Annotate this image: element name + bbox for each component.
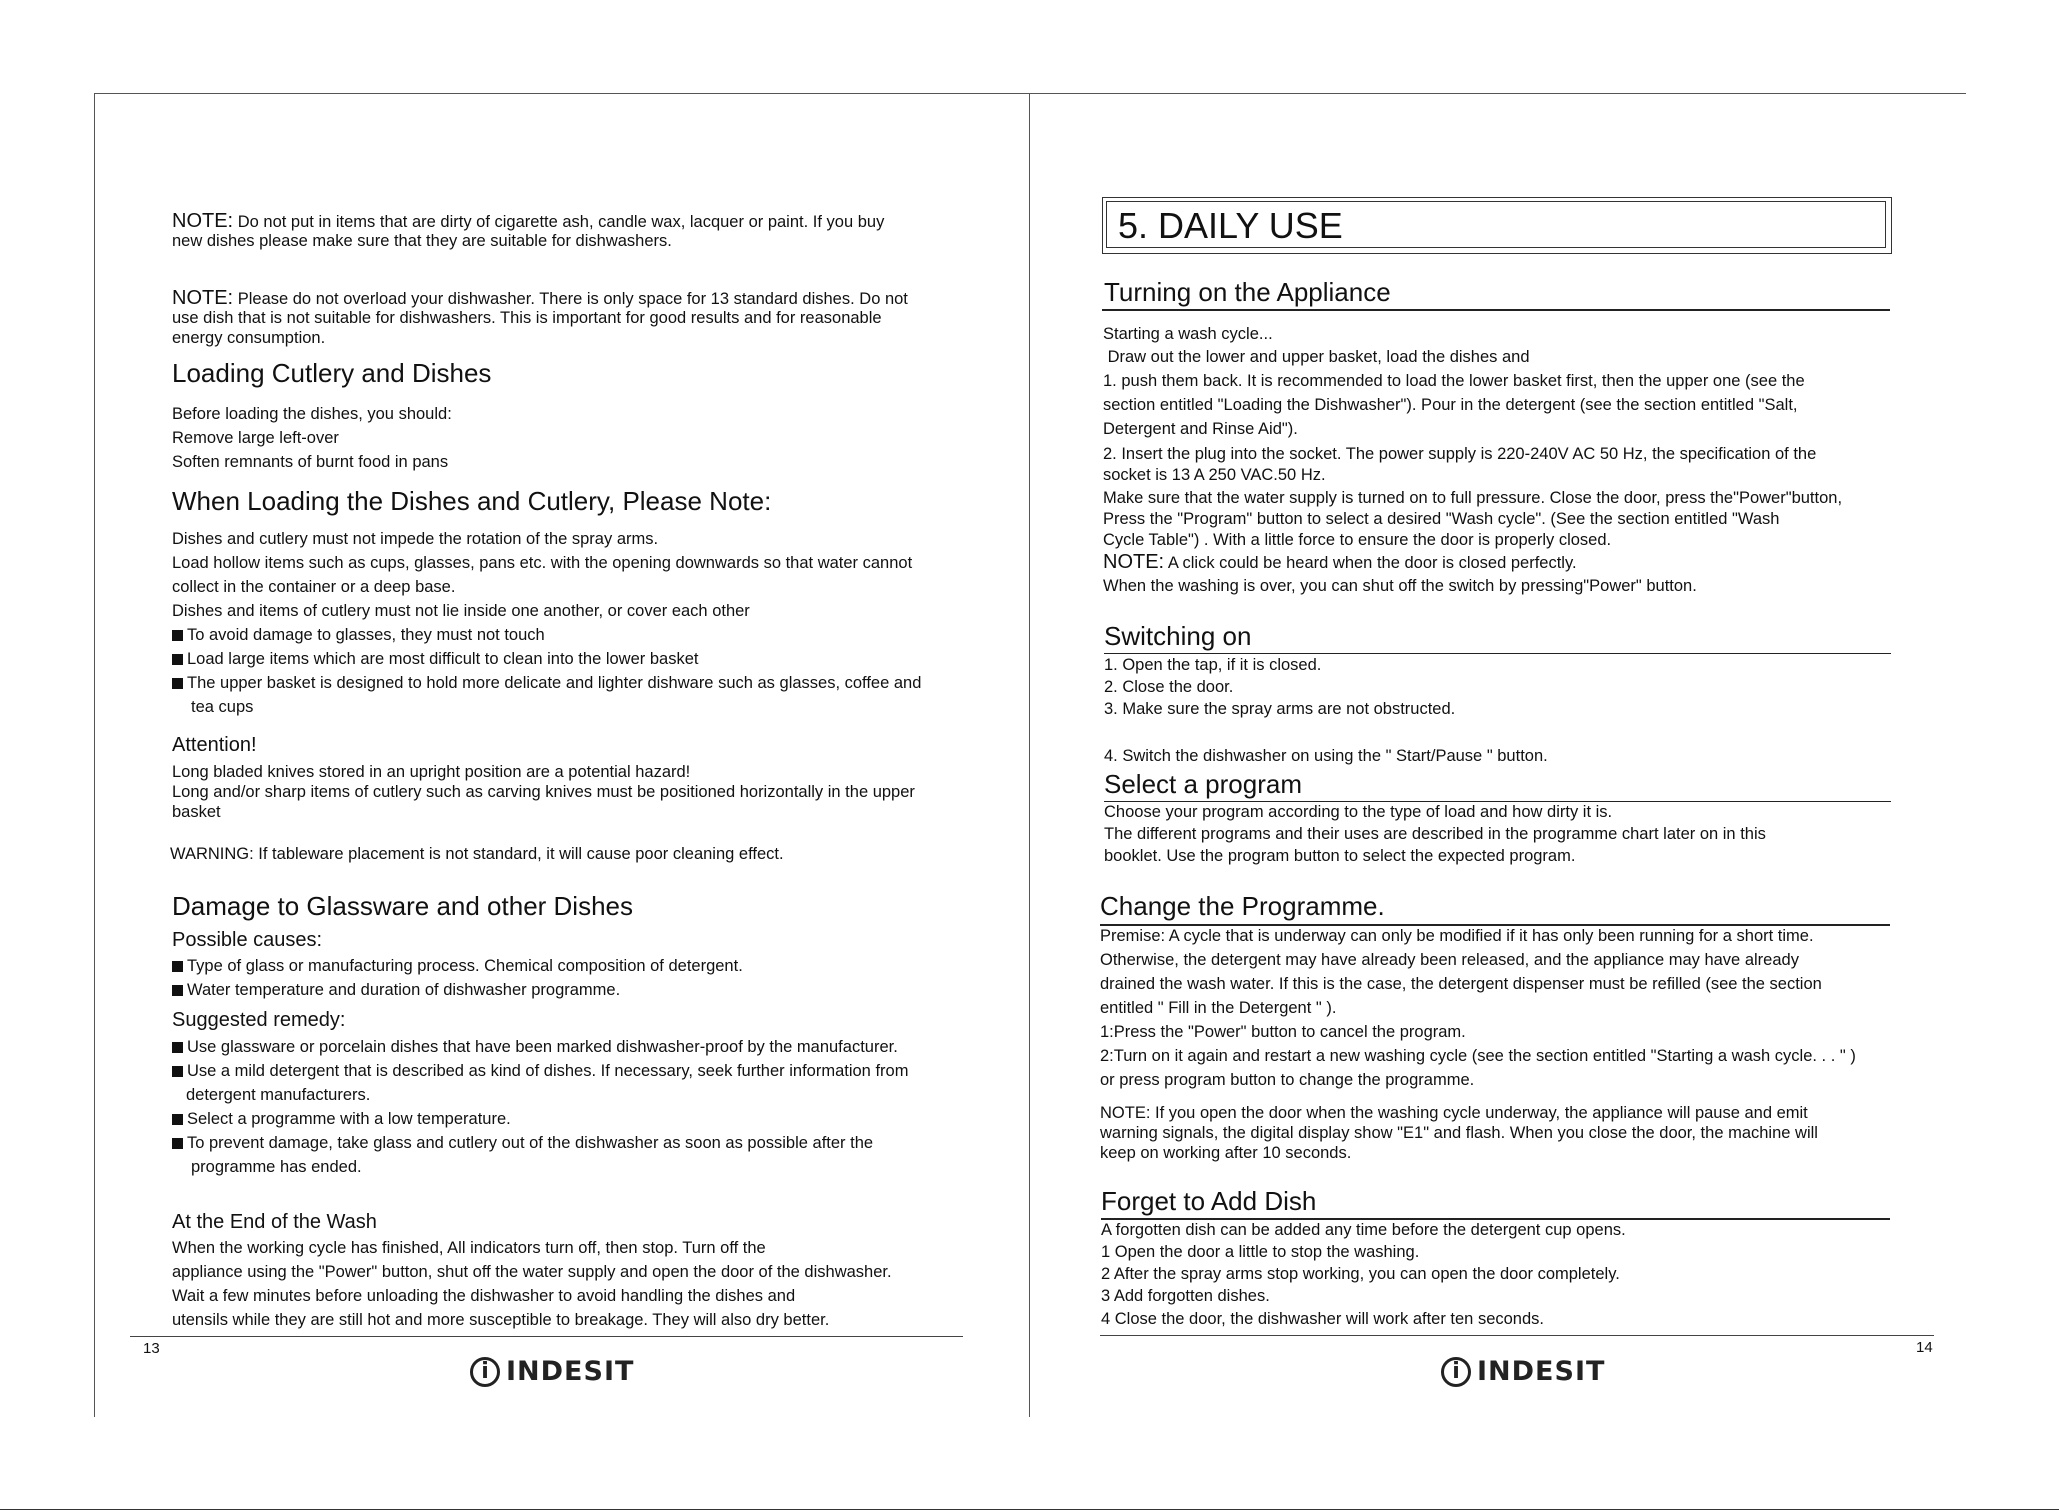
switching-on-heading: Switching on (1104, 621, 1252, 651)
logo-i-icon: i (1441, 1357, 1471, 1387)
select-line-1: Choose your program according to the type of load and how dirty it is. (1104, 803, 1613, 821)
forget-line-5: 4 Close the door, the dishwasher will work after ten seconds. (1101, 1310, 1544, 1328)
attention-line-3: basket (172, 803, 221, 821)
note-text: Please do not overload your dishwasher. There is only space for 13 standard dishes. Do not (237, 290, 908, 308)
left-border-line (94, 93, 95, 1417)
change-line-1: Premise: A cycle that is underway can only be modified if it has only been running for a short time. (1100, 927, 1814, 945)
bullet-text: Use a mild detergent that is described as kind of dishes. If necessary, seek further information from (187, 1062, 909, 1080)
turning-line-5: Detergent and Rinse Aid"). (1103, 420, 1298, 438)
bottom-border-line (0, 1509, 2059, 1510)
bullet-text: Load large items which are most difficult to clean into the lower basket (187, 650, 699, 668)
bullet-square-icon (172, 1042, 183, 1053)
turning-line-1: Starting a wash cycle... (1103, 325, 1273, 343)
when-bullet-1 (172, 624, 545, 646)
select-line-3: booklet. Use the program button to select the expected program. (1104, 847, 1576, 865)
note-label: NOTE: (1103, 551, 1165, 573)
turning-line-7: socket is 13 A 250 VAC.50 Hz. (1103, 466, 1326, 484)
note-2-line-3: energy consumption. (172, 329, 326, 347)
bullet-square-icon (172, 1114, 183, 1125)
bullet-text: Use glassware or porcelain dishes that have been marked dishwasher-proof by the manufacturer. (187, 1038, 898, 1056)
change-note-3: keep on working after 10 seconds. (1100, 1144, 1352, 1162)
turning-note (1103, 551, 1577, 574)
end-line-4: utensils while they are still hot and more susceptible to breakage. They will also dry better. (172, 1311, 830, 1329)
when-loading-heading: When Loading the Dishes and Cutlery, Please Note: (172, 486, 772, 516)
footer-rule (130, 1336, 963, 1337)
switching-line-1: 1. Open the tap, if it is closed. (1104, 656, 1322, 674)
when-bullet-3 (172, 672, 921, 694)
turning-line-2: Draw out the lower and upper basket, load the dishes and (1103, 348, 1530, 366)
heading-underline (1102, 309, 1890, 311)
switching-line-2: 2. Close the door. (1104, 678, 1234, 696)
remedy-heading: Suggested remedy: (172, 1009, 346, 1031)
when-line-1: Dishes and cutlery must not impede the rotation of the spray arms. (172, 530, 659, 548)
note-label: NOTE: (172, 287, 234, 309)
attention-line-2: Long and/or sharp items of cutlery such as carving knives must be positioned horizontally in the upper (172, 783, 915, 801)
remedy-bullet-2 (172, 1060, 908, 1082)
bullet-text: Type of glass or manufacturing process. Chemical composition of detergent. (187, 957, 743, 975)
footer-rule (1100, 1335, 1934, 1336)
end-line-3: Wait a few minutes before unloading the dishwasher to avoid handling the dishes and (172, 1287, 796, 1305)
when-bullet-3-cont: tea cups (191, 698, 254, 716)
select-line-2: The different programs and their uses are described in the programme chart later on in this (1104, 825, 1766, 843)
bullet-text: To avoid damage to glasses, they must not touch (187, 626, 545, 644)
logo-i-icon: i (470, 1357, 500, 1387)
remedy-bullet-2-cont: detergent manufacturers. (186, 1086, 371, 1104)
indesit-logo (1441, 1356, 1605, 1387)
bullet-square-icon (172, 1138, 183, 1149)
bullet-square-icon (172, 678, 183, 689)
change-line-3: drained the wash water. If this is the case, the detergent dispenser must be refilled (see the section (1100, 975, 1822, 993)
center-fold-line (1029, 93, 1030, 1417)
attention-line-1: Long bladed knives stored in an upright position are a potential hazard! (172, 763, 691, 781)
turning-line-11: When the washing is over, you can shut off the switch by pressing"Power" button. (1103, 577, 1697, 595)
end-of-wash-heading: At the End of the Wash (172, 1211, 377, 1233)
loading-line-2: Remove large left-over (172, 429, 339, 447)
bullet-text: Water temperature and duration of dishwasher programme. (187, 981, 621, 999)
turning-line-8: Make sure that the water supply is turned on to full pressure. Close the door, press the"Power"button, (1103, 489, 1843, 507)
when-line-3: collect in the container or a deep base. (172, 578, 456, 596)
change-line-4: entitled " Fill in the Detergent " ). (1100, 999, 1337, 1017)
remedy-bullet-4 (172, 1132, 873, 1154)
change-note-2: warning signals, the digital display show "E1" and flash. When you close the door, the machine will (1100, 1124, 1818, 1142)
change-line-7: or press program button to change the programme. (1100, 1071, 1475, 1089)
logo-text: INDESIT (1477, 1356, 1606, 1387)
bullet-text: To prevent damage, take glass and cutlery out of the dishwasher as soon as possible after the (187, 1134, 874, 1152)
causes-bullet-1 (172, 955, 743, 977)
switching-line-3: 3. Make sure the spray arms are not obstructed. (1104, 700, 1456, 718)
chapter-title: 5. DAILY USE (1118, 205, 1343, 246)
turning-on-heading: Turning on the Appliance (1104, 277, 1391, 307)
indesit-logo (470, 1356, 634, 1387)
bullet-square-icon (172, 985, 183, 996)
turning-line-10: Cycle Table") . With a little force to ensure the door is properly closed. (1103, 531, 1612, 549)
change-line-6: 2:Turn on it again and restart a new washing cycle (see the section entitled "Starting a wash cycle. . . " ) (1100, 1047, 1856, 1065)
bullet-square-icon (172, 1066, 183, 1077)
bullet-text: Select a programme with a low temperature. (187, 1110, 511, 1128)
forget-line-4: 3 Add forgotten dishes. (1101, 1287, 1270, 1305)
turning-line-3: 1. push them back. It is recommended to load the lower basket first, then the upper one (see the (1103, 372, 1805, 390)
note-text: Do not put in items that are dirty of cigarette ash, candle wax, lacquer or paint. If you buy (237, 213, 885, 231)
bullet-text: The upper basket is designed to hold more delicate and lighter dishware such as glasses, coffee and (187, 674, 922, 692)
loading-line-3: Soften remnants of burnt food in pans (172, 453, 449, 471)
note-1-line-2: new dishes please make sure that they are suitable for dishwashers. (172, 232, 672, 250)
when-line-4: Dishes and items of cutlery must not lie inside one another, or cover each other (172, 602, 750, 620)
page-number: 14 (1916, 1339, 1933, 1356)
page-number: 13 (143, 1340, 160, 1357)
damage-heading: Damage to Glassware and other Dishes (172, 891, 634, 921)
remedy-bullet-3 (172, 1108, 511, 1130)
bullet-square-icon (172, 654, 183, 665)
forget-line-1: A forgotten dish can be added any time before the detergent cup opens. (1101, 1221, 1626, 1239)
logo-text: INDESIT (506, 1356, 635, 1387)
causes-bullet-2 (172, 979, 620, 1001)
remedy-bullet-1 (172, 1036, 898, 1058)
change-line-5: 1:Press the "Power" button to cancel the program. (1100, 1023, 1466, 1041)
turning-line-4: section entitled "Loading the Dishwasher"). Pour in the detergent (see the section entitled "Salt, (1103, 396, 1798, 414)
attention-heading: Attention! (172, 734, 257, 756)
bullet-square-icon (172, 630, 183, 641)
warning-text: WARNING: If tableware placement is not standard, it will cause poor cleaning effect. (170, 845, 784, 863)
loading-heading: Loading Cutlery and Dishes (172, 358, 492, 388)
causes-heading: Possible causes: (172, 929, 323, 951)
select-program-heading: Select a program (1104, 769, 1302, 799)
turning-line-9: Press the "Program" button to select a desired "Wash cycle". (See the section entitled "Wash (1103, 510, 1780, 528)
forget-dish-heading: Forget to Add Dish (1101, 1186, 1317, 1216)
change-programme-heading: Change the Programme. (1100, 891, 1385, 921)
switching-line-4: 4. Switch the dishwasher on using the " Start/Pause " button. (1104, 747, 1548, 765)
loading-line-1: Before loading the dishes, you should: (172, 405, 452, 423)
when-bullet-2 (172, 648, 698, 670)
when-line-2: Load hollow items such as cups, glasses, pans etc. with the opening downwards so that water cannot (172, 554, 913, 572)
forget-line-3: 2 After the spray arms stop working, you can open the door completely. (1101, 1265, 1620, 1283)
end-line-1: When the working cycle has finished, All indicators turn off, then stop. Turn off the (172, 1239, 766, 1257)
forget-line-2: 1 Open the door a little to stop the washing. (1101, 1243, 1420, 1261)
remedy-bullet-4-cont: programme has ended. (191, 1158, 362, 1176)
end-line-2: appliance using the "Power" button, shut off the water supply and open the door of the dishwasher. (172, 1263, 892, 1281)
note-text: A click could be heard when the door is closed perfectly. (1167, 554, 1577, 572)
top-border-line (94, 93, 1966, 94)
change-note-1: NOTE: If you open the door when the washing cycle underway, the appliance will pause and emit (1100, 1104, 1808, 1122)
note-label: NOTE: (172, 210, 234, 232)
bullet-square-icon (172, 961, 183, 972)
note-2-line-2: use dish that is not suitable for dishwashers. This is important for good results and for reasonable (172, 309, 882, 327)
change-line-2: Otherwise, the detergent may have already been released, and the appliance may have already (1100, 951, 1799, 969)
turning-line-6: 2. Insert the plug into the socket. The power supply is 220-240V AC 50 Hz, the specification of the (1103, 445, 1817, 463)
